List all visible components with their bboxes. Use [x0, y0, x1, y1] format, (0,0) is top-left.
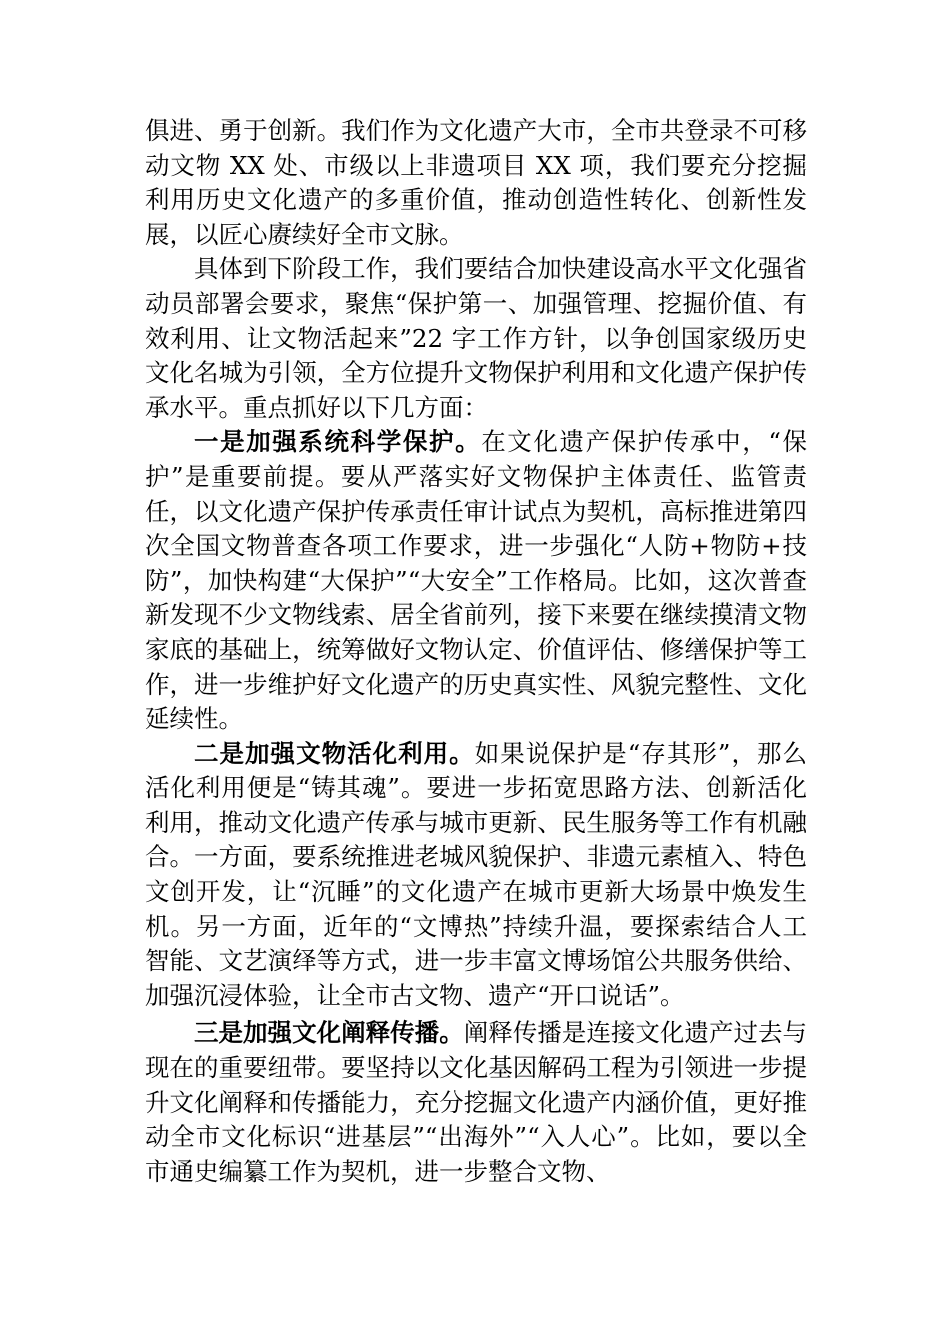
paragraph-point-three	[145, 1016, 807, 1189]
paragraph-text: 俱进、勇于创新。我们作为文化遗产大市，全市共登录不可移动文物 XX 处、市级以上非遗项目 XX 项，我们要充分挖掘利用历史文化遗产的多重价值，推动创造性转化、创新性发展，以匠心赓续好全市文脉。	[145, 116, 807, 249]
paragraph-text: 阐释传播是连接文化遗产过去与现在的重要纽带。要坚持以文化基因解码工程为引领进一步提升文化阐释和传播能力，充分挖掘文化遗产内涵价值，更好推动全市文化标识“进基层”“出海外”“入人心”。比如，要以全市通史编纂工作为契机，进一步整合文物、	[145, 1018, 808, 1186]
paragraph-point-one	[145, 425, 807, 736]
paragraph-point-two	[145, 737, 807, 1014]
document-body	[145, 114, 807, 1189]
paragraph-next-stage-work	[145, 252, 807, 425]
paragraph-lead-heading: 二是加强文物活化利用。	[194, 738, 475, 768]
paragraph-text: 在文化遗产保护传承中，“保护”是重要前提。要从严落实好文物保护主体责任、监管责任，以文化遗产保护传承责任审计试点为契机，高标推进第四次全国文物普查各项工作要求，进一步强化“人防+物防+技防”，加快构建“大保护”“大安全”工作格局。比如，这次普查新发现不少文物线索、居全省前列，接下来要在继续摸清文物家底的基础上，统筹做好文物认定、价值评估、修缮保护等工作，进一步维护好文化遗产的历史真实性、风貌完整性、文化延续性。	[145, 427, 807, 734]
paragraph-lead-heading: 一是加强系统科学保护。	[194, 427, 482, 457]
paragraph-continuation	[145, 114, 807, 252]
paragraph-text: 具体到下阶段工作，我们要结合加快建设高水平文化强省动员部署会要求，聚焦“保护第一、加强管理、挖掘价值、有效利用、让文物活起来”22 字工作方针，以争创国家级历史文化名城为引领，全方位提升文物保护利用和文化遗产保护传承水平。重点抓好以下几方面：	[145, 254, 807, 422]
paragraph-text: 如果说保护是“存其形”，那么活化利用便是“铸其魂”。要进一步拓宽思路方法、创新活化利用，推动文化遗产传承与城市更新、民生服务等工作有机融合。一方面，要系统推进老城风貌保护、非遗元素植入、特色文创开发，让“沉睡”的文化遗产在城市更新大场景中焕发生机。另一方面，近年的“文博热”持续升温，要探索结合人工智能、文艺演绎等方式，进一步丰富文博场馆公共服务供给、加强沉浸体验，让全市古文物、遗产“开口说话”。	[145, 738, 807, 1010]
paragraph-lead-heading: 三是加强文化阐释传播。	[194, 1018, 464, 1048]
